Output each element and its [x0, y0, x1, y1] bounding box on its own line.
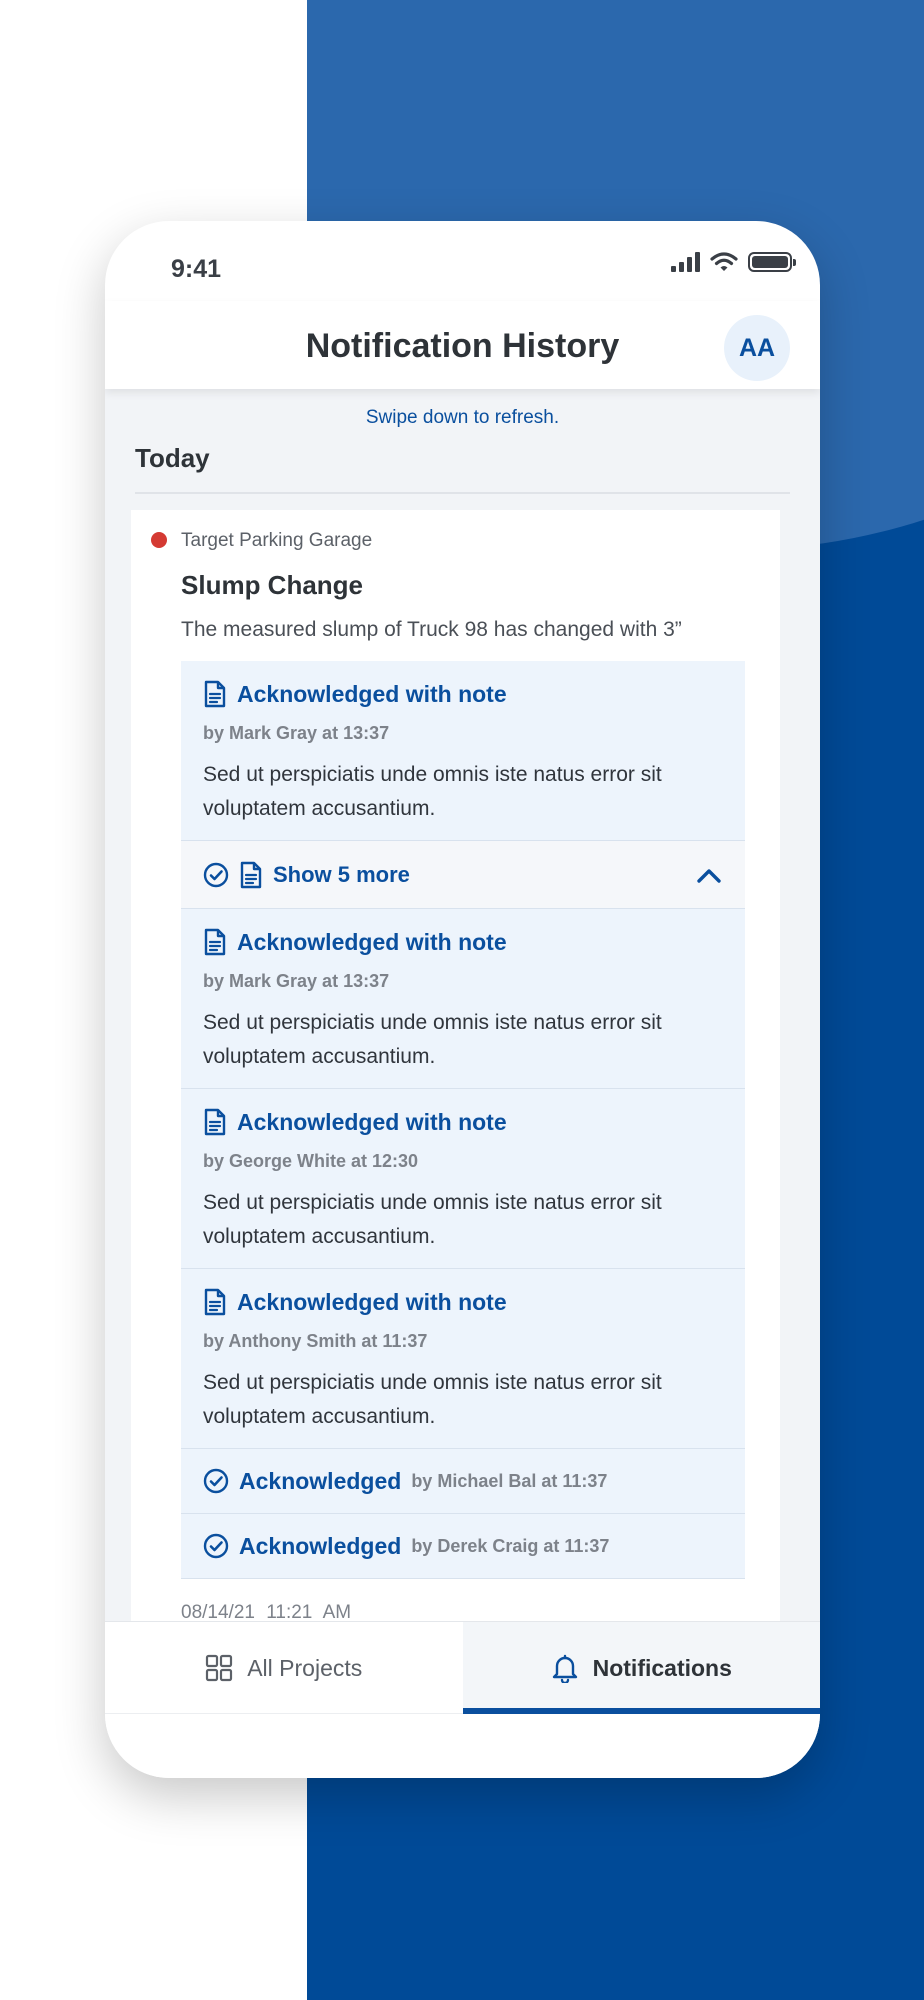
acknowledgement-entry [181, 1269, 745, 1449]
entry-title: Acknowledged with note [237, 928, 507, 955]
phone-frame [105, 221, 820, 1778]
notification-list[interactable] [105, 389, 820, 1621]
entry-header [203, 927, 723, 957]
unread-indicator [151, 532, 167, 548]
grid-icon [205, 1654, 233, 1682]
entry-note: Sed ut perspiciatis unde omnis iste natus error sit voluptatem accusantium. [203, 1191, 662, 1248]
entry-author: by Mark Gray at 13:37 [203, 723, 390, 743]
entry-title: Acknowledged with note [237, 680, 507, 707]
avatar[interactable]: AA [724, 315, 790, 381]
notification-card[interactable] [131, 510, 780, 1621]
status-icons [671, 251, 792, 273]
document-icon [203, 1288, 227, 1316]
show-more-label: Show 5 more [273, 861, 410, 887]
app-header [105, 301, 820, 389]
acknowledgement-row [181, 1449, 745, 1514]
document-icon [239, 861, 263, 889]
tab-notifications[interactable] [463, 1622, 821, 1714]
battery-icon [748, 252, 792, 272]
check-circle-icon [203, 862, 229, 888]
acknowledgement-row [181, 1514, 745, 1579]
document-icon [203, 1108, 227, 1136]
tab-label: Notifications [592, 1654, 732, 1681]
status-bar [105, 221, 820, 301]
entry-author: by George White at 12:30 [203, 1151, 419, 1171]
wifi-icon [710, 251, 738, 273]
ack-title: Acknowledged [239, 1467, 402, 1494]
tab-label: All Projects [247, 1654, 363, 1681]
home-indicator-area [105, 1713, 820, 1778]
notification-timestamp: 08/14/21 11:21 AM [181, 1602, 352, 1621]
acknowledgement-entry [181, 1089, 745, 1269]
entry-author: by Anthony Smith at 11:37 [203, 1331, 428, 1351]
refresh-hint: Swipe down to refresh. [365, 407, 560, 428]
page-title: Notification History [305, 327, 620, 365]
project-name: Target Parking Garage [181, 530, 373, 551]
notification-title: Slump Change [181, 570, 364, 600]
notification-message: The measured slump of Truck 98 has changed with 3” [181, 618, 682, 641]
ack-author: by Michael Bal at 11:37 [411, 1470, 608, 1491]
entry-title: Acknowledged with note [237, 1108, 507, 1135]
check-circle-icon [203, 1533, 229, 1559]
acknowledgement-entry [181, 909, 745, 1089]
document-icon [203, 680, 227, 708]
tab-all-projects[interactable] [105, 1622, 463, 1714]
entry-author: by Mark Gray at 13:37 [203, 971, 390, 991]
entry-title: Acknowledged with note [237, 1288, 507, 1315]
entry-note: Sed ut perspiciatis unde omnis iste natus error sit voluptatem accusantium. [203, 763, 662, 820]
entry-header [203, 1287, 723, 1317]
signal-icon [671, 252, 700, 272]
acknowledgement-entry [181, 661, 745, 841]
chevron-up-icon[interactable] [695, 866, 723, 884]
acknowledgement-thread [181, 661, 745, 1579]
document-icon [203, 928, 227, 956]
entry-header [203, 1107, 723, 1137]
entry-note: Sed ut perspiciatis unde omnis iste natus error sit voluptatem accusantium. [203, 1011, 662, 1068]
entry-header [203, 679, 723, 709]
tab-bar [105, 1621, 820, 1713]
ack-author: by Derek Craig at 11:37 [411, 1535, 610, 1556]
section-title: Today [135, 443, 210, 473]
status-time: 9:41 [171, 255, 222, 283]
entry-note: Sed ut perspiciatis unde omnis iste natus error sit voluptatem accusantium. [203, 1371, 662, 1428]
show-more-button[interactable] [181, 841, 745, 909]
check-circle-icon [203, 1468, 229, 1494]
bell-icon [551, 1653, 579, 1683]
section-divider [135, 492, 790, 494]
ack-title: Acknowledged [239, 1532, 402, 1559]
